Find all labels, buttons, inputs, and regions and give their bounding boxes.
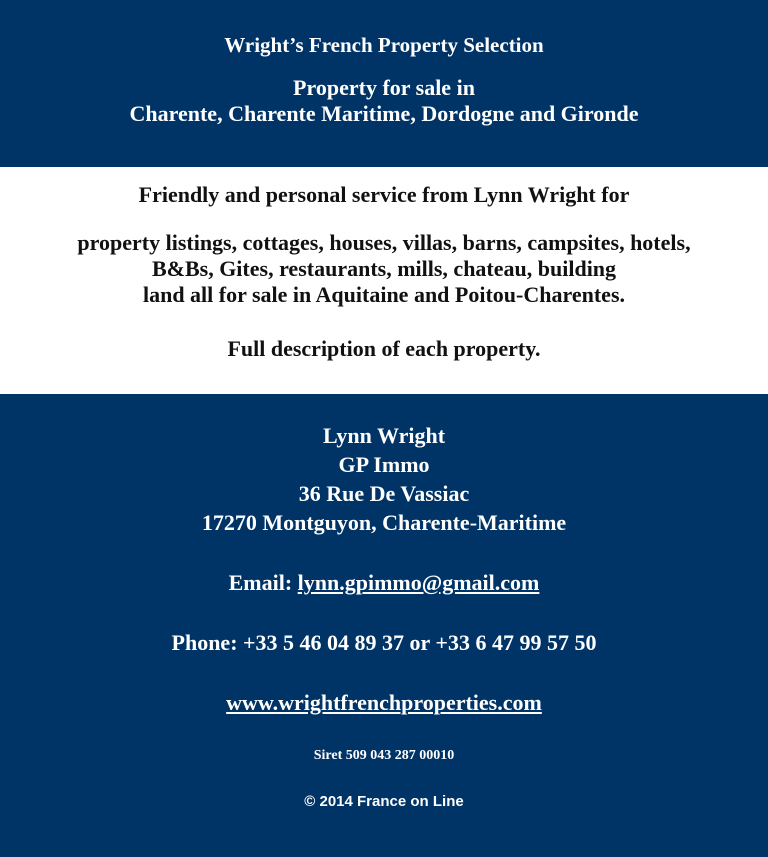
intro-body-line-3: land all for sale in Aquitaine and Poitou-Charentes. (142, 282, 626, 307)
site-title: Wright’s French Property Selection (224, 33, 544, 57)
website-row (0, 688, 768, 717)
subtitle-line-1: Property for sale in (293, 75, 475, 100)
intro-body-line-2: B&Bs, Gites, restaurants, mills, chateau, building (151, 256, 617, 281)
address-block (0, 421, 768, 537)
phone-numbers: Phone: +33 5 46 04 89 37 or +33 6 47 99 57 50 (171, 630, 597, 655)
intro-closing: Full description of each property. (227, 336, 541, 361)
phone-row (0, 628, 768, 657)
copyright-notice: © 2014 France on Line (304, 793, 464, 810)
contact-section (0, 394, 768, 857)
email-label: Email: (228, 570, 298, 595)
website-link[interactable]: www.wrightfrenchproperties.com (226, 690, 542, 715)
contact-name: Lynn Wright (322, 423, 446, 448)
intro-lead: Friendly and personal service from Lynn Wright for (138, 182, 630, 207)
email-link[interactable]: lynn.gpimmo@gmail.com (297, 570, 540, 595)
contact-city: 17270 Montguyon, Charente-Maritime (201, 510, 567, 535)
intro-body-line-1: property listings, cottages, houses, villas, barns, campsites, hotels, (77, 230, 691, 255)
intro-section (0, 167, 768, 394)
email-row (0, 568, 768, 597)
contact-company: GP Immo (338, 452, 430, 477)
subtitle-line-2: Charente, Charente Maritime, Dordogne and Gironde (129, 101, 639, 126)
contact-street: 36 Rue De Vassiac (298, 481, 470, 506)
siret-number: Siret 509 043 287 00010 (313, 748, 455, 763)
header-banner (0, 0, 768, 167)
